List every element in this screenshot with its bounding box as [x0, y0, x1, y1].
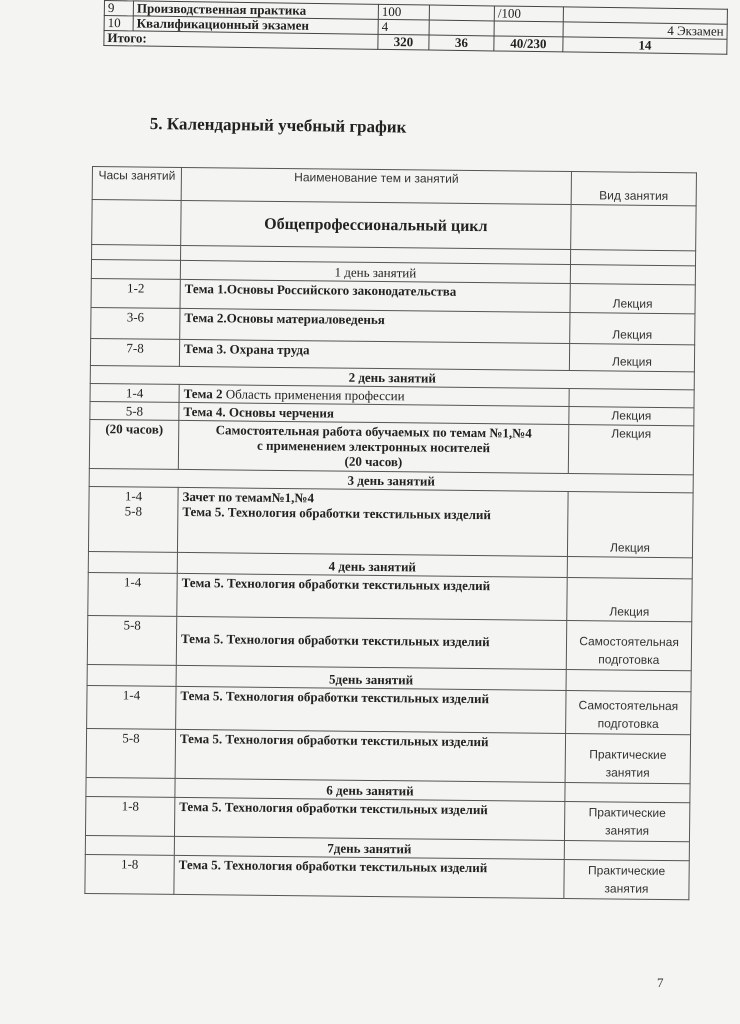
- row-hours: [88, 486, 178, 552]
- row-kind: Лекция: [570, 284, 695, 314]
- row-hours: 1-4: [87, 685, 176, 729]
- row-kind: Практические занятия: [565, 733, 691, 783]
- row-topic: Тема 4. Основы черчения: [179, 402, 569, 424]
- row-topic: [177, 487, 568, 556]
- row-hours: 1-2: [91, 278, 180, 308]
- row-hours: 5-8: [86, 728, 176, 778]
- row-kind: Лекция: [567, 492, 693, 558]
- row-number: 10: [104, 16, 133, 31]
- empty-cell: [566, 669, 691, 691]
- total-cell: 36: [429, 35, 494, 51]
- topic-line: Зачет по темам№1,№4: [182, 488, 315, 506]
- empty-cell: [571, 205, 696, 251]
- section-heading: 5. Календарный учебный график: [149, 114, 407, 137]
- row-hours: 4: [378, 19, 429, 35]
- row-kind: Самостоятельная подготовка: [566, 620, 692, 670]
- topic-rest: Область применения профессии: [222, 386, 405, 404]
- empty-cell: [567, 557, 692, 579]
- row-topic: Тема 5. Технология обработки текстильных изделий: [176, 686, 566, 733]
- empty-cell: [85, 835, 174, 855]
- row-hours: 1-8: [85, 796, 174, 836]
- day-title: 7день занятий: [174, 836, 564, 859]
- empty-cell: [88, 551, 177, 573]
- total-label: Итого:: [104, 31, 378, 50]
- total-hours: 320: [378, 34, 429, 50]
- row-topic: Тема 5. Технология обработки текстильных изделий: [176, 616, 566, 669]
- hours-line: 5-8: [124, 503, 143, 519]
- header-topic: Наименование тем и занятий: [181, 167, 571, 204]
- row-hours: (20 часов): [89, 419, 179, 469]
- table-row: [89, 419, 693, 474]
- row-number: 9: [104, 1, 133, 16]
- total-cell: 14: [563, 37, 727, 54]
- day-title: 5день занятий: [176, 665, 566, 690]
- empty-cell: [570, 250, 695, 266]
- page-number: 7: [657, 975, 664, 990]
- cycle-title: Общепрофессиональный цикл: [181, 200, 571, 249]
- row-topic: Тема 5. Технология обработки текстильных изделий: [177, 573, 567, 620]
- empty-cell: [570, 265, 695, 285]
- row-kind: Практические занятия: [564, 859, 689, 899]
- hours-line: 1-4: [124, 488, 143, 504]
- day-title: 1 день занятий: [180, 260, 570, 283]
- empty-cell: [565, 782, 690, 802]
- topic-line: Самостоятельная работа обучаемых по темам №1,№4: [215, 422, 532, 441]
- row-hours: 3-6: [91, 307, 180, 339]
- day-title: 6 день занятий: [175, 778, 565, 801]
- row-topic: Тема 3. Охрана труда: [179, 339, 569, 370]
- row-name: Квалификационный экзамен: [133, 16, 378, 34]
- row-kind: Лекция: [569, 407, 694, 426]
- row-topic: [178, 420, 568, 473]
- row-kind: Лекция: [568, 425, 694, 475]
- table-row: [87, 685, 691, 734]
- table-row: [92, 200, 696, 251]
- summary-table: [103, 0, 728, 55]
- row-hours: 5-8: [87, 615, 177, 665]
- topic-bold: Тема 2: [183, 385, 223, 402]
- row-kind: [569, 389, 694, 408]
- row-hours: 100: [378, 4, 429, 20]
- empty-cell: [92, 200, 181, 246]
- row-kind: Практические занятия: [564, 801, 689, 841]
- row-kind: Лекция: [570, 313, 695, 345]
- empty-cell: [86, 777, 175, 797]
- empty-cell: [564, 840, 689, 860]
- table-row: [85, 796, 689, 841]
- row-hours: 1-4: [88, 572, 177, 616]
- row-topic: Тема 5. Технология обработки текстильных изделий: [174, 855, 564, 898]
- table-row: [87, 615, 691, 670]
- row-kind: Самостоятельная подготовка: [566, 690, 691, 734]
- row-kind: Лекция: [567, 577, 692, 621]
- empty-cell: [91, 260, 180, 280]
- table-row: [85, 854, 689, 899]
- row-cell: /100: [494, 6, 563, 22]
- schedule-table: [84, 166, 697, 900]
- row-name: Производственная практика: [133, 1, 378, 19]
- header-kind: Вид занятия: [571, 172, 696, 206]
- empty-cell: [92, 245, 181, 261]
- row-hours: 1-4: [90, 383, 179, 402]
- total-cell: 40/230: [494, 36, 563, 52]
- row-topic: Тема 5. Технология обработки текстильных изделий: [175, 729, 565, 782]
- table-row: [88, 572, 692, 621]
- empty-cell: [87, 664, 176, 686]
- header-hours: Часы занятий: [92, 167, 181, 201]
- topic-line: (20 часов): [344, 453, 403, 470]
- day-title: 3 день занятий: [89, 468, 693, 492]
- row-topic: Тема 2.Основы материаловеденья: [180, 308, 570, 343]
- row-cell: [429, 5, 494, 21]
- row-cell: [429, 20, 494, 36]
- row-hours: 7-8: [90, 338, 179, 366]
- row-cell: 4 Экзамен: [563, 22, 727, 39]
- table-row: [86, 728, 690, 783]
- topic-line: Тема 5. Технология обработки текстильных изделий: [182, 503, 492, 523]
- row-hours: 5-8: [90, 401, 179, 420]
- row-kind: Лекция: [569, 344, 694, 372]
- topic-line: с применением электронных носителей: [256, 437, 491, 456]
- row-topic: Тема 5. Технология обработки текстильных изделий: [174, 797, 564, 840]
- row-hours: 1-8: [85, 854, 174, 894]
- row-cell: [494, 21, 563, 37]
- table-row: [88, 486, 693, 557]
- day-title: 2 день занятий: [90, 365, 694, 389]
- row-topic: Тема 1.Основы Российского законодательства: [180, 279, 570, 312]
- day-title: 4 день занятий: [177, 552, 567, 577]
